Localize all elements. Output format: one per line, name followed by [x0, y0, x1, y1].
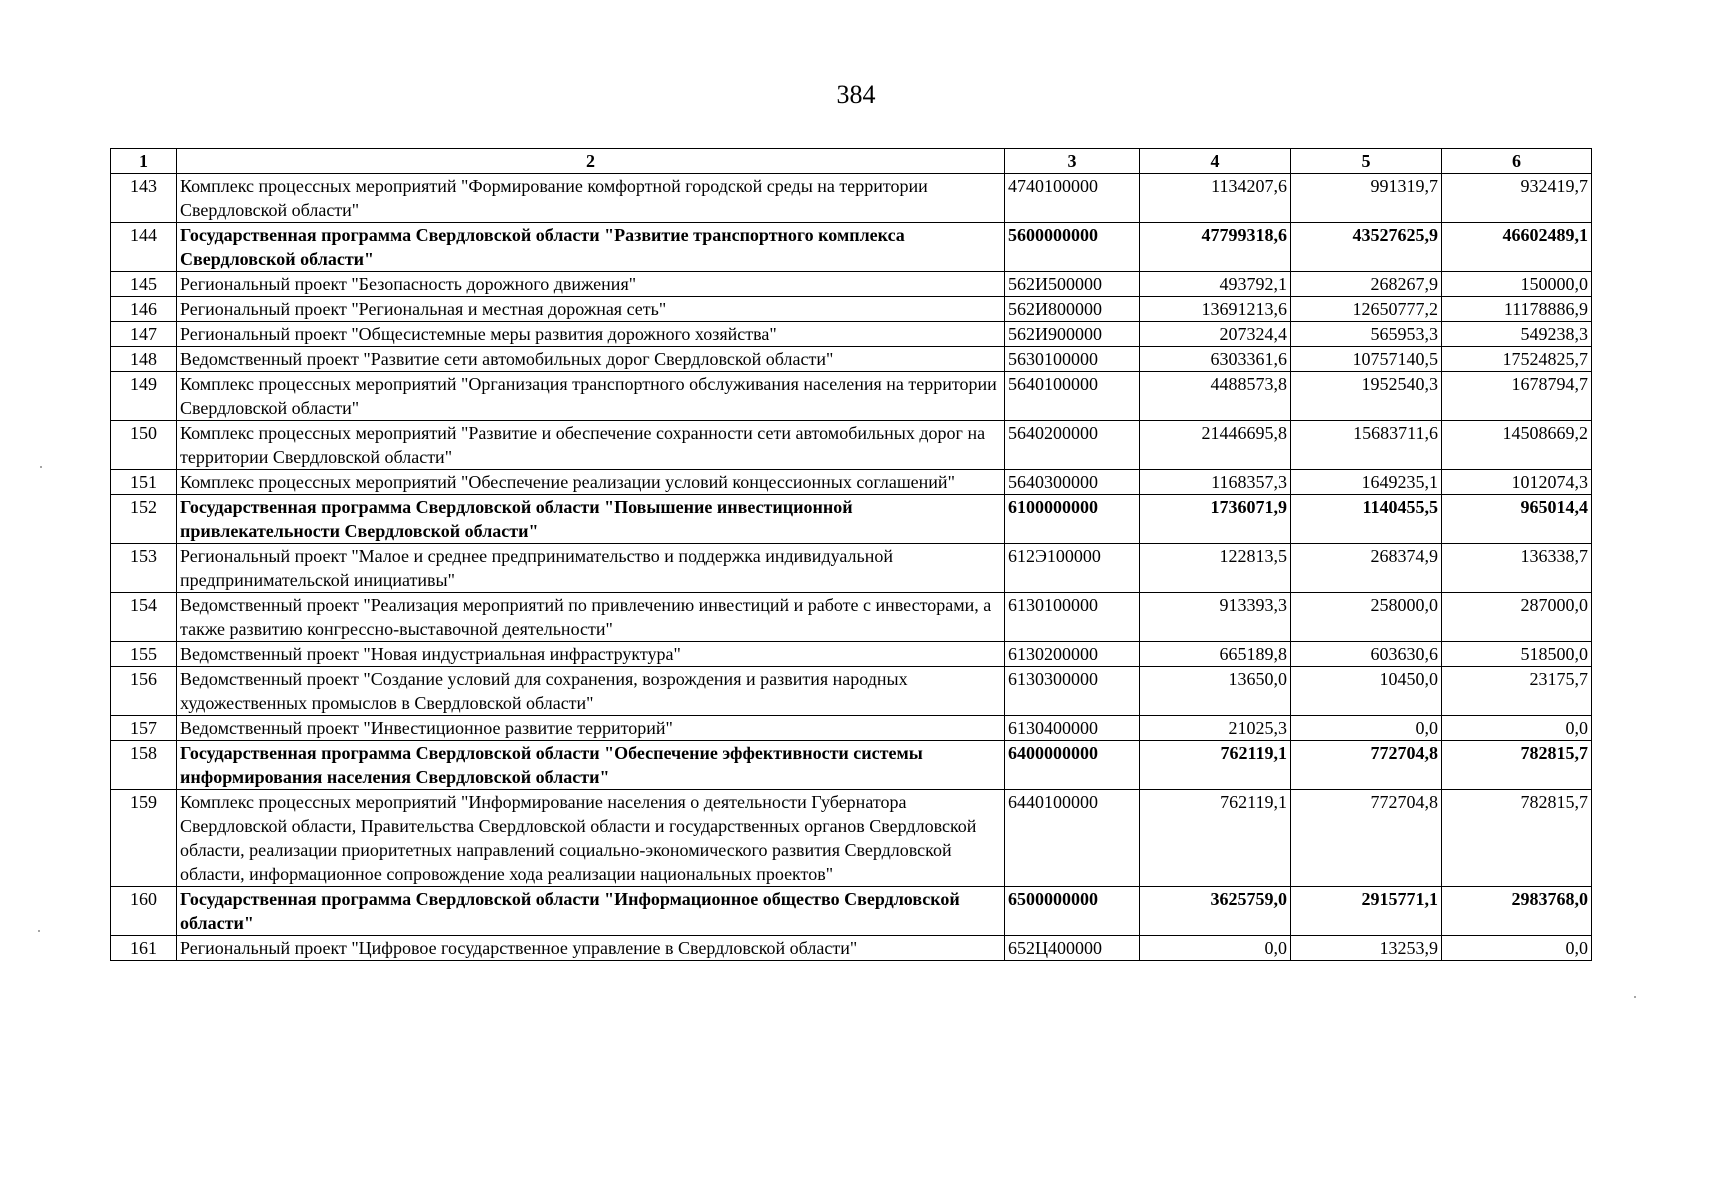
target-code-cell: 6440100000 — [1005, 790, 1140, 887]
item-name-cell: Ведомственный проект "Создание условий для сохранения, возрождения и развития народных художественных промыслов в Свердловской области" — [177, 667, 1005, 716]
amount-col4-cell: 21446695,8 — [1140, 421, 1291, 470]
row-number-cell: 144 — [111, 223, 177, 272]
target-code-cell: 652Ц400000 — [1005, 936, 1140, 961]
amount-col4-cell: 0,0 — [1140, 936, 1291, 961]
amount-col4-cell: 3625759,0 — [1140, 887, 1291, 936]
amount-col6-cell: 1678794,7 — [1442, 372, 1592, 421]
item-name-cell: Государственная программа Свердловской области "Развитие транспортного комплекса Свердловской области" — [177, 223, 1005, 272]
item-name-cell: Региональный проект "Общесистемные меры развития дорожного хозяйства" — [177, 322, 1005, 347]
item-name-cell: Комплекс процессных мероприятий "Формирование комфортной городской среды на территории Свердловской области" — [177, 174, 1005, 223]
amount-col6-cell: 136338,7 — [1442, 544, 1592, 593]
row-number-cell: 147 — [111, 322, 177, 347]
amount-col4-cell: 493792,1 — [1140, 272, 1291, 297]
header-col-1: 1 — [111, 149, 177, 174]
row-number-cell: 155 — [111, 642, 177, 667]
scan-speck — [38, 930, 40, 932]
target-code-cell: 6100000000 — [1005, 495, 1140, 544]
amount-col6-cell: 11178886,9 — [1442, 297, 1592, 322]
target-code-cell: 6400000000 — [1005, 741, 1140, 790]
target-code-cell: 5640300000 — [1005, 470, 1140, 495]
target-code-cell: 612Э100000 — [1005, 544, 1140, 593]
amount-col6-cell: 150000,0 — [1442, 272, 1592, 297]
amount-col5-cell: 772704,8 — [1291, 790, 1442, 887]
item-name-cell: Региональный проект "Малое и среднее предпринимательство и поддержка индивидуальной предпринимательской инициативы" — [177, 544, 1005, 593]
target-code-cell: 6130200000 — [1005, 642, 1140, 667]
table-row — [111, 470, 1592, 495]
amount-col5-cell: 258000,0 — [1291, 593, 1442, 642]
target-code-cell: 6500000000 — [1005, 887, 1140, 936]
target-code-cell: 5640100000 — [1005, 372, 1140, 421]
amount-col5-cell: 10757140,5 — [1291, 347, 1442, 372]
item-name-cell: Ведомственный проект "Инвестиционное развитие территорий" — [177, 716, 1005, 741]
amount-col4-cell: 21025,3 — [1140, 716, 1291, 741]
item-name-cell: Комплекс процессных мероприятий "Обеспечение реализации условий концессионных соглашений" — [177, 470, 1005, 495]
amount-col6-cell: 782815,7 — [1442, 741, 1592, 790]
row-number-cell: 160 — [111, 887, 177, 936]
amount-col4-cell: 122813,5 — [1140, 544, 1291, 593]
header-col-2: 2 — [177, 149, 1005, 174]
amount-col5-cell: 991319,7 — [1291, 174, 1442, 223]
target-code-cell: 6130100000 — [1005, 593, 1140, 642]
amount-col4-cell: 1168357,3 — [1140, 470, 1291, 495]
amount-col5-cell: 268374,9 — [1291, 544, 1442, 593]
table-row — [111, 741, 1592, 790]
amount-col5-cell: 772704,8 — [1291, 741, 1442, 790]
amount-col6-cell: 2983768,0 — [1442, 887, 1592, 936]
page-number: 384 — [836, 80, 876, 109]
amount-col4-cell: 47799318,6 — [1140, 223, 1291, 272]
target-code-cell: 5600000000 — [1005, 223, 1140, 272]
table-row — [111, 544, 1592, 593]
table-row — [111, 642, 1592, 667]
amount-col6-cell: 17524825,7 — [1442, 347, 1592, 372]
table-row — [111, 495, 1592, 544]
table-row — [111, 297, 1592, 322]
header-col-4: 4 — [1140, 149, 1291, 174]
table-row — [111, 322, 1592, 347]
amount-col6-cell: 549238,3 — [1442, 322, 1592, 347]
amount-col6-cell: 782815,7 — [1442, 790, 1592, 887]
amount-col5-cell: 13253,9 — [1291, 936, 1442, 961]
item-name-cell: Государственная программа Свердловской области "Повышение инвестиционной привлекательности Свердловской области" — [177, 495, 1005, 544]
amount-col6-cell: 932419,7 — [1442, 174, 1592, 223]
row-number-cell: 150 — [111, 421, 177, 470]
table-row — [111, 716, 1592, 741]
amount-col4-cell: 665189,8 — [1140, 642, 1291, 667]
amount-col6-cell: 1012074,3 — [1442, 470, 1592, 495]
scan-speck — [40, 466, 42, 468]
amount-col5-cell: 1952540,3 — [1291, 372, 1442, 421]
amount-col4-cell: 207324,4 — [1140, 322, 1291, 347]
amount-col6-cell: 0,0 — [1442, 936, 1592, 961]
amount-col6-cell: 287000,0 — [1442, 593, 1592, 642]
target-code-cell: 6130400000 — [1005, 716, 1140, 741]
amount-col4-cell: 13650,0 — [1140, 667, 1291, 716]
target-code-cell: 562И900000 — [1005, 322, 1140, 347]
row-number-cell: 151 — [111, 470, 177, 495]
header-col-5: 5 — [1291, 149, 1442, 174]
scan-speck — [1634, 996, 1636, 998]
table-row — [111, 790, 1592, 887]
amount-col4-cell: 6303361,6 — [1140, 347, 1291, 372]
row-number-cell: 146 — [111, 297, 177, 322]
amount-col6-cell: 14508669,2 — [1442, 421, 1592, 470]
table-row — [111, 223, 1592, 272]
amount-col5-cell: 12650777,2 — [1291, 297, 1442, 322]
item-name-cell: Ведомственный проект "Развитие сети автомобильных дорог Свердловской области" — [177, 347, 1005, 372]
table-row — [111, 372, 1592, 421]
table-header-row — [111, 149, 1592, 174]
amount-col6-cell: 0,0 — [1442, 716, 1592, 741]
item-name-cell: Государственная программа Свердловской области "Обеспечение эффективности системы информирования населения Свердловской области" — [177, 741, 1005, 790]
table-row — [111, 667, 1592, 716]
table-row — [111, 347, 1592, 372]
row-number-cell: 148 — [111, 347, 177, 372]
row-number-cell: 156 — [111, 667, 177, 716]
item-name-cell: Региональный проект "Цифровое государственное управление в Свердловской области" — [177, 936, 1005, 961]
table-row — [111, 887, 1592, 936]
amount-col4-cell: 4488573,8 — [1140, 372, 1291, 421]
item-name-cell: Комплекс процессных мероприятий "Организация транспортного обслуживания населения на территории Свердловской области" — [177, 372, 1005, 421]
row-number-cell: 158 — [111, 741, 177, 790]
item-name-cell: Региональный проект "Региональная и местная дорожная сеть" — [177, 297, 1005, 322]
table-body — [111, 174, 1592, 961]
amount-col6-cell: 46602489,1 — [1442, 223, 1592, 272]
row-number-cell: 149 — [111, 372, 177, 421]
amount-col6-cell: 965014,4 — [1442, 495, 1592, 544]
row-number-cell: 159 — [111, 790, 177, 887]
amount-col6-cell: 23175,7 — [1442, 667, 1592, 716]
amount-col5-cell: 2915771,1 — [1291, 887, 1442, 936]
amount-col5-cell: 0,0 — [1291, 716, 1442, 741]
amount-col5-cell: 1649235,1 — [1291, 470, 1442, 495]
amount-col4-cell: 1134207,6 — [1140, 174, 1291, 223]
item-name-cell: Комплекс процессных мероприятий "Информирование населения о деятельности Губернатора Свердловской области, Правительства Свердловской области и государственных органов Свердловской области, реализации приоритетных направлений социально-экономического развития Свердловской области, информационное сопровождение хода реализации национальных проектов" — [177, 790, 1005, 887]
amount-col5-cell: 603630,6 — [1291, 642, 1442, 667]
item-name-cell: Комплекс процессных мероприятий "Развитие и обеспечение сохранности сети автомобильных дорог на территории Свердловской области" — [177, 421, 1005, 470]
target-code-cell: 5640200000 — [1005, 421, 1140, 470]
amount-col6-cell: 518500,0 — [1442, 642, 1592, 667]
table-row — [111, 174, 1592, 223]
table-row — [111, 421, 1592, 470]
amount-col4-cell: 913393,3 — [1140, 593, 1291, 642]
table-row — [111, 936, 1592, 961]
row-number-cell: 153 — [111, 544, 177, 593]
table-row — [111, 593, 1592, 642]
row-number-cell: 157 — [111, 716, 177, 741]
amount-col4-cell: 1736071,9 — [1140, 495, 1291, 544]
target-code-cell: 5630100000 — [1005, 347, 1140, 372]
header-col-6: 6 — [1442, 149, 1592, 174]
target-code-cell: 6130300000 — [1005, 667, 1140, 716]
budget-table — [110, 148, 1592, 961]
amount-col5-cell: 268267,9 — [1291, 272, 1442, 297]
target-code-cell: 562И800000 — [1005, 297, 1140, 322]
row-number-cell: 152 — [111, 495, 177, 544]
amount-col5-cell: 565953,3 — [1291, 322, 1442, 347]
row-number-cell: 143 — [111, 174, 177, 223]
item-name-cell: Ведомственный проект "Реализация мероприятий по привлечению инвестиций и работе с инвесторами, а также развитию конгрессно-выставочной деятельности" — [177, 593, 1005, 642]
row-number-cell: 154 — [111, 593, 177, 642]
amount-col5-cell: 15683711,6 — [1291, 421, 1442, 470]
target-code-cell: 4740100000 — [1005, 174, 1140, 223]
amount-col5-cell: 1140455,5 — [1291, 495, 1442, 544]
row-number-cell: 161 — [111, 936, 177, 961]
amount-col5-cell: 10450,0 — [1291, 667, 1442, 716]
target-code-cell: 562И500000 — [1005, 272, 1140, 297]
row-number-cell: 145 — [111, 272, 177, 297]
amount-col4-cell: 762119,1 — [1140, 741, 1291, 790]
amount-col5-cell: 43527625,9 — [1291, 223, 1442, 272]
amount-col4-cell: 13691213,6 — [1140, 297, 1291, 322]
item-name-cell: Государственная программа Свердловской области "Информационное общество Свердловской области" — [177, 887, 1005, 936]
item-name-cell: Региональный проект "Безопасность дорожного движения" — [177, 272, 1005, 297]
item-name-cell: Ведомственный проект "Новая индустриальная инфраструктура" — [177, 642, 1005, 667]
amount-col4-cell: 762119,1 — [1140, 790, 1291, 887]
header-col-3: 3 — [1005, 149, 1140, 174]
table-row — [111, 272, 1592, 297]
